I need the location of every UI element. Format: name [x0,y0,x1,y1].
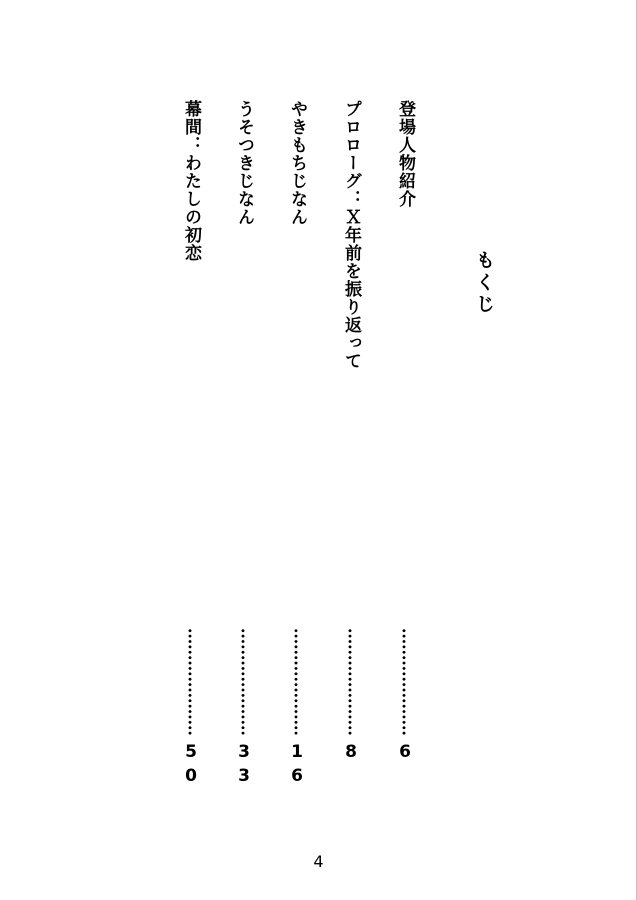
leader-dots [188,628,192,736]
toc-title: もくじ [473,250,495,316]
toc-entry-page: 16 [287,742,307,790]
leader-dots [294,628,298,736]
toc-entry-title: 登場人物紹介 [395,100,415,208]
toc-entry-title: 幕間：わたしの初恋 [181,100,201,262]
toc-entry-page: 6 [395,742,415,766]
leader-dots [402,628,406,736]
toc-entry-title: やきもちじなん [287,100,307,226]
toc-entry-page: 50 [181,742,201,790]
toc-entry-title: プロローグ：Ｘ年前を振り返って [341,100,361,370]
toc-entry-title: うそつきじなん [234,100,254,226]
leader-dots [348,628,352,736]
leader-dots [241,628,245,736]
toc-entry-page: 8 [341,742,361,766]
toc-entry-page: 33 [234,742,254,790]
page-number: 4 [313,852,324,871]
